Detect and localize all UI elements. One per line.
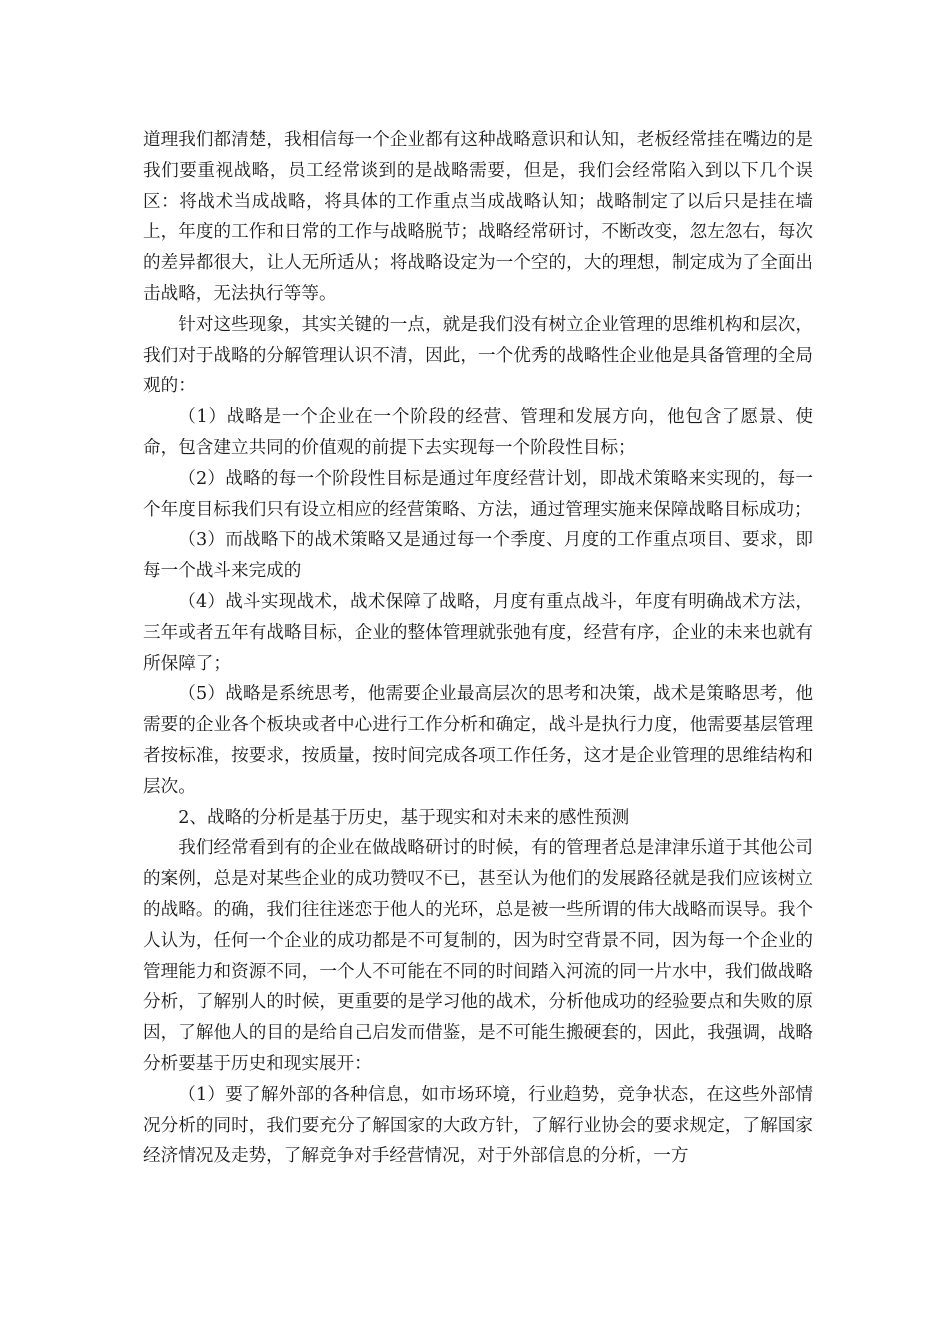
paragraph-phenomena: 针对这些现象，其实关键的一点，就是我们没有树立企业管理的思维机构和层次，我们对于战略的分解管理认识不清，因此，一个优秀的战略性企业他是具备管理的全局观的： <box>143 314 813 397</box>
list-item-1: （1）战略是一个企业在一个阶段的经营、管理和发展方向，他包含了愿景、使命，包含建立共同的价值观的前提下去实现每一个阶段性目标； <box>143 407 813 458</box>
list-item-analysis-1: （1）要了解外部的各种信息，如市场环境，行业趋势，竞争状态，在这些外部情况分析的同时，我们要充分了解国家的大政方针，了解行业协会的要求规定，了解国家经济情况及走势，了解竞争对手经营情况，对于外部信息的分析，一方 <box>143 1084 813 1167</box>
list-item-2: （2）战略的每一个阶段性目标是通过年度经营计划，即战术策略来实现的，每一个年度目标我们只有设立相应的经营策略、方法，通过管理实施来保障战略目标成功； <box>143 468 813 520</box>
list-item-4: （4）战斗实现战术，战术保障了战略，月度有重点战斗，年度有明确战术方法，三年或者五年有战略目标，企业的整体管理就张弛有度，经营有序，企业的未来也就有所保障了； <box>143 591 813 674</box>
list-item-5: （5）战略是系统思考，他需要企业最高层次的思考和决策，战术是策略思考，他需要的企业各个板块或者中心进行工作分析和确定，战斗是执行力度，他需要基层管理者按标准，按要求，按质量，按时间完成各项工作任务，这才是企业管理的思维结构和层次。 <box>143 684 813 797</box>
paragraph-intro: 道理我们都清楚，我相信每一个企业都有这种战略意识和认知，老板经常挂在嘴边的是我们要重视战略，员工经常谈到的是战略需要，但是，我们会经常陷入到以下几个误区：将战术当成战略，将具体的工作重点当成战略认知；战略制定了以后只是挂在墙上，年度的工作和日常的工作与战略脱节；战略经常研讨，不断改变，忽左忽右，每次的差异都很大，让人无所适从；将战略设定为一个空的，大的理想，制定成为了全面出击战略，无法执行等等。 <box>143 130 813 304</box>
section-heading-2: 2、战略的分析是基于历史，基于现实和对未来的感性预测 <box>178 807 630 828</box>
list-item-3: （3）而战略下的战术策略又是通过每一个季度、月度的工作重点项目、要求，即每一个战斗来完成的 <box>143 530 813 582</box>
paragraph-analysis: 我们经常看到有的企业在做战略研讨的时候，有的管理者总是津津乐道于其他公司的案例，总是对某些企业的成功赞叹不已，甚至认为他们的发展路径就是我们应该树立的战略。的确，我们往往迷恋于他人的光环，总是被一些所谓的伟大战略而误导。我个人认为，任何一个企业的成功都是不可复制的，因为时空背景不同，因为每一个企业的管理能力和资源不同，一个人不可能在不同的时间踏入河流的同一片水中，我们做战略分析，了解别人的时候，更重要的是学习他的战术，分析他成功的经验要点和失败的原因，了解他人的目的是给自己启发而借鉴，是不可能生搬硬套的，因此，我强调，战略分析要基于历史和现实展开： <box>143 838 813 1074</box>
document-body <box>143 125 813 1172</box>
